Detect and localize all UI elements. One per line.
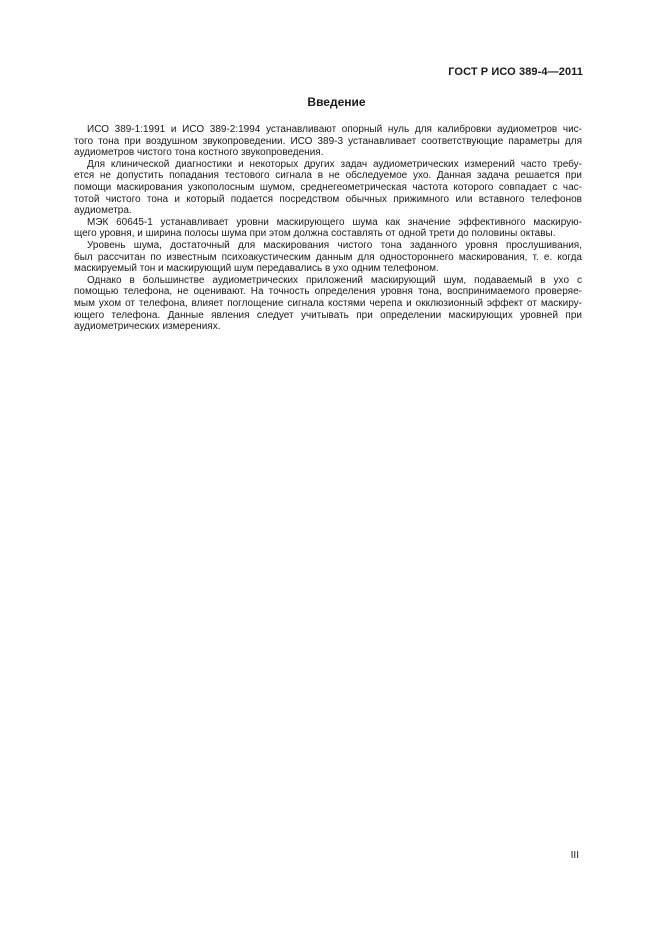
paragraph-line: ется не допустить попадания тестового сигнала в не обследуемое ухо. Данная задача решается при [74,170,582,182]
paragraph-2 [74,159,582,217]
paragraph-4 [74,240,582,275]
paragraph-line: маскируемый тон и маскирующий шум передавались в ухо одним телефоном. [74,263,439,275]
page-number: III [570,850,579,861]
paragraph-line: тотой чистого тона и который подается посредством обычных прижимного или вставного телефонов [74,193,582,205]
paragraph-line: аудиометрических измерениях. [74,321,221,333]
paragraph-line: помощи маскирования узкополосным шумом, среднегеометрическая частота которого совпадает с час- [74,181,582,193]
paragraph-3 [74,217,582,240]
paragraph-line: того тона при воздушном звукопроведении. ИСО 389-3 устанавливает соответствующие параметры для [74,135,582,147]
paragraph-1 [74,124,582,159]
paragraph-line: аудиометров чистого тона костного звукопроведения. [74,147,324,159]
paragraph-line: мым ухом от телефона, влияет поглощение сигнала костями черепа и окклюзионный эффект от маскиру- [74,297,582,309]
paragraph-line: аудиометра. [74,205,132,217]
paragraph-line: Однако в большинстве аудиометрических приложений маскирующий шум, подаваемый в ухо с [87,274,582,286]
paragraph-5 [74,275,582,333]
section-title: Введение [307,95,366,109]
paragraph-line: щего уровня, и ширина полосы шума при этом должна составлять от одной трети до половины октавы. [74,228,556,240]
introduction-body [74,124,582,333]
paragraph-line: ИСО 389-1:1991 и ИСО 389-2:1994 устанавливают опорный нуль для калибровки аудиометров чис- [87,124,582,135]
paragraph-line: был рассчитан по известным психоакустическим данным для одностороннего маскирования, т. е. когда [74,251,582,263]
paragraph-line: Для клинической диагностики и некоторых других задач аудиометрических измерений часто требу- [87,158,582,170]
paragraph-line: Уровень шума, достаточный для маскирования чистого тона заданного уровня прослушивания, [87,239,582,251]
paragraph-line: помощью телефона, не оценивают. На точность определения уровня тона, воспринимаемого проверяе- [74,286,582,298]
paragraph-line: МЭК 60645-1 устанавливает уровни маскирующего шума как значение эффективного маскирую- [87,216,582,228]
standard-code-header: ГОСТ Р ИСО 389-4—2011 [448,66,583,78]
paragraph-line: ющего телефона. Данные явления следует учитывать при определении маскирующих уровней при [74,309,582,321]
